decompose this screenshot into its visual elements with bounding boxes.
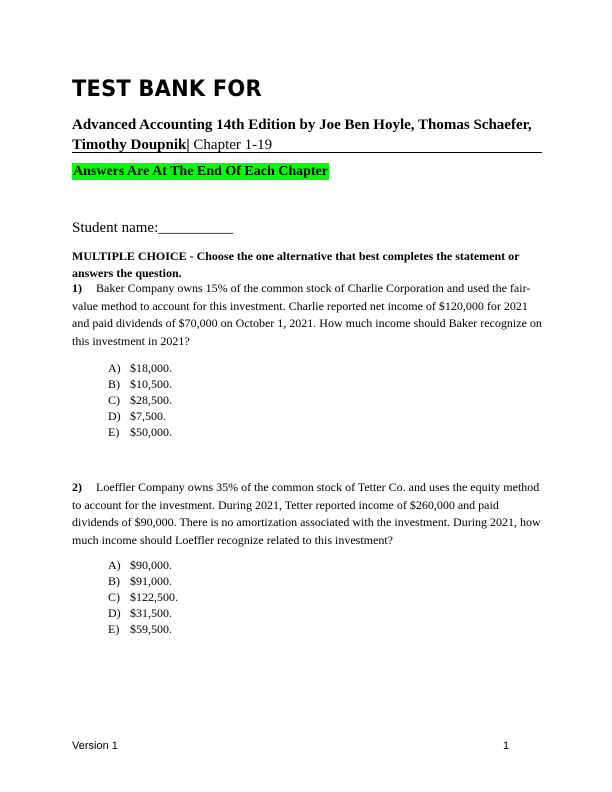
book-subtitle	[72, 115, 542, 155]
choice-letter: D)	[108, 409, 121, 423]
choice-text: $31,500.	[130, 606, 172, 620]
choice-item	[108, 557, 178, 573]
choice-letter: B)	[108, 377, 120, 391]
footer-page-number: 1	[503, 740, 510, 752]
choice-text: $91,000.	[130, 574, 172, 588]
question-2	[72, 479, 542, 549]
choice-item	[108, 621, 178, 637]
choice-text: $50,000.	[130, 425, 172, 439]
choice-letter: A)	[108, 361, 121, 375]
choice-text: $7,500.	[130, 409, 166, 423]
question-2-choices	[108, 557, 178, 637]
choice-item	[108, 589, 178, 605]
header-divider	[72, 152, 542, 153]
choice-item	[108, 424, 172, 440]
choice-letter: D)	[108, 606, 121, 620]
choice-letter: C)	[108, 393, 120, 407]
choice-text: $90,000.	[130, 558, 172, 572]
document-title: TEST BANK FOR	[72, 76, 262, 102]
choice-item	[108, 392, 172, 408]
footer-version: Version 1	[72, 740, 118, 752]
question-1	[72, 280, 542, 350]
choice-letter: C)	[108, 590, 120, 604]
choice-text: $10,500.	[130, 377, 172, 391]
subtitle-book-name: Advanced Accounting 14th Edition by Joe Ben Hoyle, Thomas Schaefer, Timothy Doupnik|	[72, 117, 532, 153]
choice-text: $59,500.	[130, 622, 172, 636]
subtitle-chapters: Chapter 1-19	[189, 137, 273, 153]
question-number: 1)	[72, 281, 82, 295]
choice-letter: E)	[108, 622, 120, 636]
question-number: 2)	[72, 480, 82, 494]
multiple-choice-instructions: MULTIPLE CHOICE - Choose the one alternative that best completes the statement or answers the question.	[72, 249, 520, 280]
choice-text: $122,500.	[130, 590, 178, 604]
choice-item	[108, 605, 178, 621]
choice-item	[108, 408, 172, 424]
question-text: Baker Company owns 15% of the common stock of Charlie Corporation and used the fair-value method to account for this investment. Charlie reported net income of $120,000 for 2021 and paid dividends of $70,000 on October 1, 2021. How much income should Baker recognize on this investment in 2021?	[72, 281, 542, 348]
student-name-line: Student name:__________	[72, 220, 234, 236]
choice-item	[108, 360, 172, 376]
choice-letter: A)	[108, 558, 121, 572]
question-1-choices	[108, 360, 172, 440]
choice-text: $18,000.	[130, 361, 172, 375]
choice-item	[108, 376, 172, 392]
choice-item	[108, 573, 178, 589]
answers-note-highlight: Answers Are At The End Of Each Chapter	[73, 164, 329, 179]
choice-text: $28,500.	[130, 393, 172, 407]
question-text: Loeffler Company owns 35% of the common stock of Tetter Co. and uses the equity method to account for the investment. During 2021, Tetter reported income of $260,000 and paid dividends of $90,000. There is no amortization associated with the investment. During 2021, how much income should Loeffler recognize related to this investment?	[72, 480, 541, 547]
choice-letter: E)	[108, 425, 120, 439]
choice-letter: B)	[108, 574, 120, 588]
